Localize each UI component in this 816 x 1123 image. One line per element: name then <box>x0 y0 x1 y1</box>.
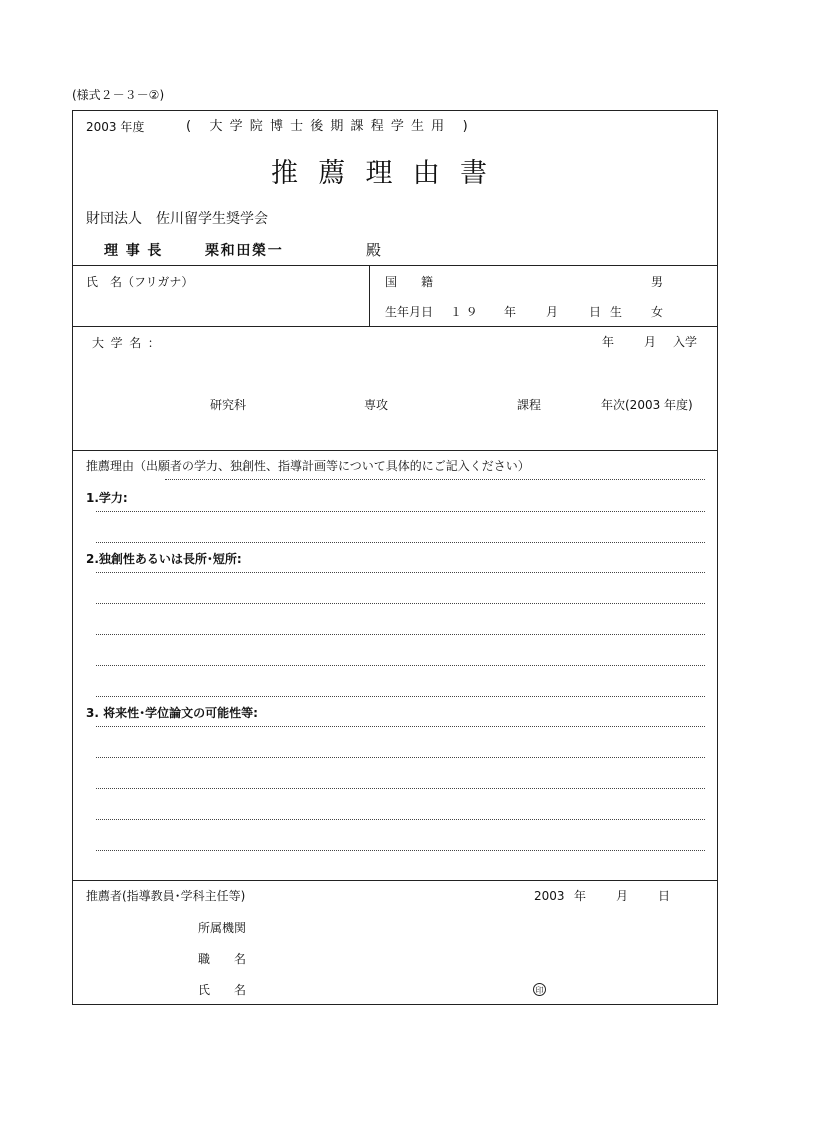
writing-line <box>96 850 705 851</box>
major-label: 専攻 <box>364 398 389 412</box>
divider-applicant <box>72 326 718 327</box>
recommend-month-unit: 月 <box>616 889 629 903</box>
writing-line <box>96 757 705 758</box>
university-label: 大学名： <box>92 336 167 350</box>
reason-item-2: 2.独創性あるいは長所･短所: <box>86 552 242 566</box>
course-type: ( 大学院博士後期課程学生用 ) <box>186 119 475 134</box>
reasons-heading: 推薦理由（出願者の学力、独創性、指導計画等について具体的にご記入ください） <box>86 459 530 473</box>
position-label: 職 名 <box>198 952 247 966</box>
applicant-name-label: 氏 名（フリガナ） <box>86 275 194 289</box>
writing-line <box>96 542 705 543</box>
writing-line <box>96 726 705 727</box>
affiliation-label: 所属機関 <box>198 921 247 935</box>
birth-label: 生年月日 <box>385 305 434 319</box>
birth-prefix: １９ <box>450 305 482 319</box>
enroll-year-unit: 年 <box>602 335 615 349</box>
writing-line <box>96 603 705 604</box>
form-year: 2003 年度 <box>86 120 145 134</box>
birth-suffix: 生 <box>610 305 623 319</box>
recommend-day-unit: 日 <box>658 889 671 903</box>
recommender-label: 推薦者(指導教員･学科主任等) <box>86 889 246 903</box>
male-label: 男 <box>651 275 664 289</box>
birth-year-unit: 年 <box>504 305 517 319</box>
writing-line <box>96 665 705 666</box>
female-label: 女 <box>651 305 664 319</box>
seal-mark: 印 <box>533 983 546 996</box>
form-code: (様式２－３－②) <box>72 88 165 102</box>
writing-line <box>96 819 705 820</box>
nationality-label: 国 籍 <box>385 275 434 289</box>
birth-day-unit: 日 <box>589 305 602 319</box>
recommend-date-year: 2003 <box>534 889 565 903</box>
enrolled-label: 入学 <box>673 335 698 349</box>
course-label: 課程 <box>517 398 542 412</box>
reason-item-1: 1.学力: <box>86 491 128 505</box>
divider-university <box>72 450 718 451</box>
reason-item-3: 3. 将来性･学位論文の可能性等: <box>86 706 258 720</box>
writing-line <box>96 572 705 573</box>
chairman-role: 理事長 <box>104 243 170 259</box>
divider-name-nationality <box>369 265 370 326</box>
birth-month-unit: 月 <box>546 305 559 319</box>
graduate-school-label: 研究科 <box>210 398 247 412</box>
enroll-month-unit: 月 <box>644 335 657 349</box>
reasons-heading-underline <box>165 479 705 480</box>
chairman-name: 栗和田榮一 <box>205 243 284 259</box>
writing-line <box>96 511 705 512</box>
foundation-name: 財団法人 佐川留学生奨学会 <box>86 211 268 227</box>
writing-line <box>96 788 705 789</box>
recommend-year-unit: 年 <box>574 889 587 903</box>
writing-line <box>96 634 705 635</box>
writing-line <box>96 696 705 697</box>
divider-reasons <box>72 880 718 881</box>
grade-label: 年次(2003 年度) <box>601 398 693 412</box>
recommender-name-label: 氏 名 <box>198 983 247 997</box>
divider-header <box>72 265 718 266</box>
page-title: 推薦理由書 <box>271 158 508 189</box>
honorific: 殿 <box>366 241 382 259</box>
